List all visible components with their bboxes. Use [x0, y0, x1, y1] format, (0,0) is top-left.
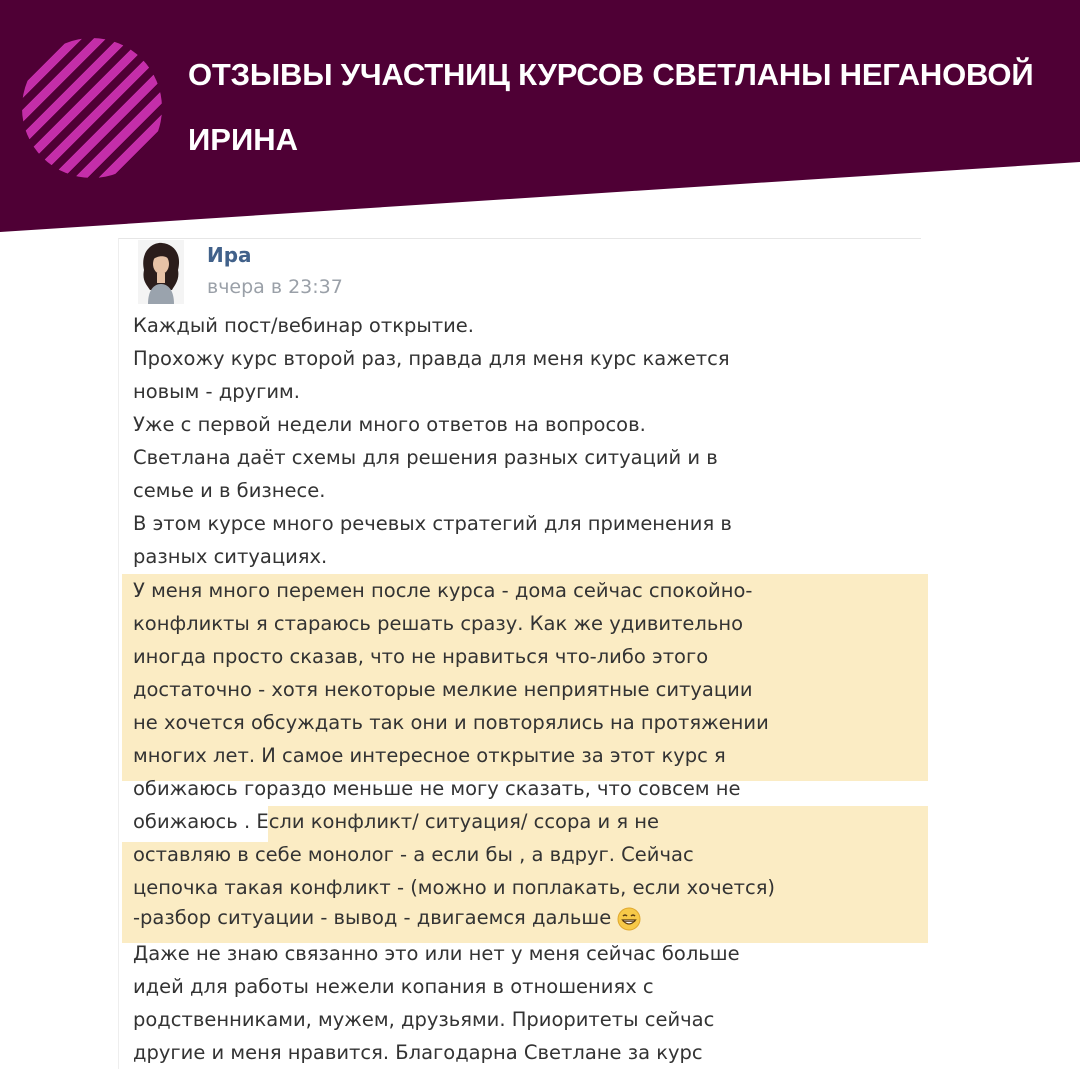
post-text-line: обижаюсь . Если конфликт/ ситуация/ ссора и я не [133, 810, 660, 833]
post-text-line: цепочка такая конфликт - (можно и поплакать, если хочется) [133, 876, 776, 899]
post-text-line: семье и в бизнесе. [133, 479, 326, 502]
post-text-line-with-emoji [133, 906, 641, 931]
post-text-line: оставляю в себе монолог - а если бы , а вдруг. Сейчас [133, 843, 694, 866]
post-text-line: достаточно - хотя некоторые мелкие неприятные ситуации [133, 678, 753, 701]
reviewer-name: ИРИНА [188, 122, 299, 157]
avatar[interactable] [138, 240, 184, 304]
post-text-line: Уже с первой недели много ответов на вопросов. [133, 413, 646, 436]
post-text-line: другие и меня нравится. Благодарна Светлане за курс [133, 1041, 703, 1064]
post-text-line: В этом курсе много речевых стратегий для применения в [133, 512, 732, 535]
post-text-line: Каждый пост/вебинар открытие. [133, 314, 474, 337]
post-timestamp[interactable]: вчера в 23:37 [207, 276, 343, 298]
post-text-line: иногда просто сказав, что не нравиться что-либо этого [133, 645, 709, 668]
page-title: ОТЗЫВЫ УЧАСТНИЦ КУРСОВ СВЕТЛАНЫ НЕГАНОВОЙ [188, 57, 1034, 92]
grinning-face-icon [617, 907, 641, 931]
post-text-line: разных ситуациях. [133, 545, 328, 568]
post-text-line: многих лет. И самое интересное открытие за этот курс я [133, 744, 726, 767]
post-text-line: Светлана даёт схемы для решения разных ситуаций и в [133, 446, 718, 469]
striped-circle-logo-icon [22, 38, 162, 178]
post-text-line: идей для работы нежели копания в отношениях с [133, 975, 654, 998]
post-text-line: новым - другим. [133, 380, 300, 403]
post-text-line: У меня много перемен после курса - дома сейчас спокойно- [133, 579, 753, 602]
post-text-line: обижаюсь гораздо меньше не могу сказать, что совсем не [133, 777, 741, 800]
header-banner [0, 0, 1080, 240]
post-text-line: родственниками, мужем, друзьями. Приоритеты сейчас [133, 1008, 715, 1031]
post-text-line: -разбор ситуации - вывод - двигаемся дальше [133, 906, 612, 929]
post-text-line: Даже не знаю связанно это или нет у меня сейчас больше [133, 942, 740, 965]
post-text-line: конфликты я стараюсь решать сразу. Как же удивительно [133, 612, 744, 635]
post-author-link[interactable]: Ира [207, 243, 252, 267]
post-text-line: Прохожу курс второй раз, правда для меня курс кажется [133, 347, 730, 370]
post-text-line: не хочется обсуждать так они и повторялись на протяжении [133, 711, 769, 734]
